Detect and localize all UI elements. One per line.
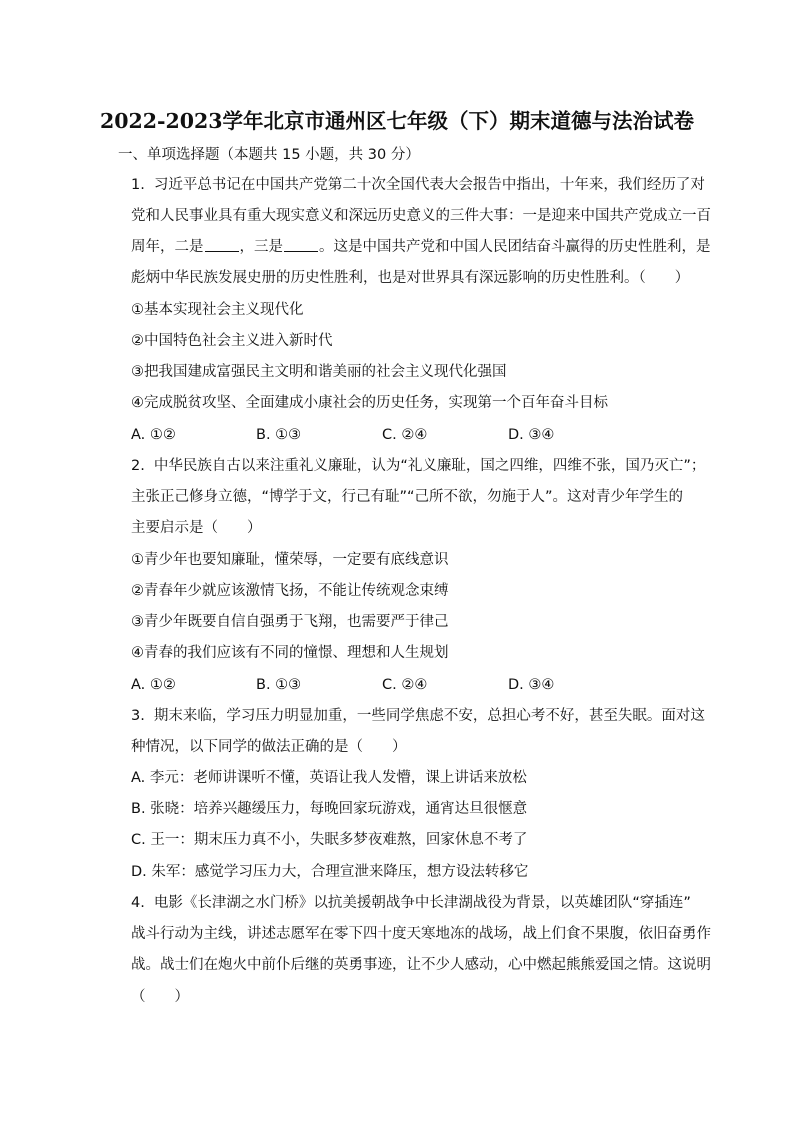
question-1-line-2: 党和人民事业具有重大现实意义和深远历史意义的三件大事：一是迎来中国共产党成立一百 [131, 208, 711, 224]
question-1-option-b: B. ①③ [256, 427, 302, 443]
question-2-line-1: 2. 中华民族自古以来注重礼义廉耻，认为“礼义廉耻，国之四维，四维不张，国乃灭亡”； [131, 458, 706, 474]
page-title: 2022-2023学年北京市通州区七年级（下）期末道德与法治试卷 [99, 109, 695, 133]
question-2-option-b: B. ①③ [256, 677, 302, 693]
question-2-line-3: 主要启示是（ ） [131, 520, 262, 536]
question-1-statement-2: ②中国特色社会主义进入新时代 [131, 333, 333, 349]
question-2-option-c: C. ②④ [382, 677, 428, 693]
question-4-line-3: 战。战士们在炮火中前仆后继的英勇事迹，让不少人感动，心中燃起熊熊爱国之情。这说明 [131, 957, 711, 973]
question-3-line-1: 3. 期末来临，学习压力明显加重，一些同学焦虑不安，总担心考不好，甚至失眠。面对这 [131, 708, 705, 724]
question-1-option-a: A. ①② [131, 427, 176, 443]
question-4-line-1: 4. 电影《长津湖之水门桥》以抗美援朝战争中长津湖战役为背景，以英雄团队“穿插连” [131, 895, 691, 911]
question-3-option-d: D. 朱军：感觉学习压力大，合理宣泄来降压，想方设法转移它 [131, 864, 529, 880]
question-1-line-1: 1. 习近平总书记在中国共产党第二十次全国代表大会报告中指出，十年来，我们经历了对 [131, 177, 705, 193]
question-3-option-a: A. 李元：老师讲课听不懂，英语让我人发懵，课上讲话来放松 [131, 770, 527, 786]
question-1-line-3: 周年，二是 ，三是 。这是中国共产党和中国人民团结奋斗赢得的历史性胜利，是 [131, 239, 711, 255]
question-number: 3. [131, 708, 145, 724]
question-number: 1. [131, 177, 145, 193]
section-heading: 一、单项选择题（本题共 15 小题，共 30 分） [118, 147, 420, 163]
question-number: 4. [131, 895, 145, 911]
question-3-option-b: B. 张晓：培养兴趣缓压力，每晚回家玩游戏，通宵达旦很惬意 [131, 801, 528, 817]
question-2-option-a: A. ①② [131, 677, 176, 693]
question-3-option-c: C. 王一：期末压力真不小，失眠多梦夜难熬，回家休息不考了 [131, 832, 528, 848]
question-number: 2. [131, 458, 145, 474]
question-2-statement-1: ①青少年也要知廉耻，懂荣辱，一定要有底线意识 [131, 552, 449, 568]
answer-blank [284, 237, 318, 252]
question-1-statement-4: ④完成脱贫攻坚、全面建成小康社会的历史任务，实现第一个百年奋斗目标 [131, 395, 608, 411]
question-2-line-2: 主张正己修身立德，“博学于文，行己有耻”“己所不欲，勿施于人”。这对青少年学生的 [131, 489, 684, 505]
question-4-line-2: 战斗行动为主线，讲述志愿军在零下四十度天寒地冻的战场，战上们食不果腹，依旧奋勇作 [131, 926, 711, 942]
question-3-line-2: 种情况，以下同学的做法正确的是（ ） [131, 739, 407, 755]
question-1-line-4: 彪炳中华民族发展史册的历史性胜利，也是对世界具有深远影响的历史性胜利。（ ） [131, 270, 690, 286]
question-1-statement-1: ①基本实现社会主义现代化 [131, 302, 304, 318]
question-2-statement-4: ④青春的我们应该有不同的憧憬、理想和人生规划 [131, 645, 449, 661]
question-2-statement-3: ③青少年既要自信自强勇于飞翔，也需要严于律己 [131, 614, 449, 630]
question-1-option-d: D. ③④ [508, 427, 555, 443]
question-1-option-c: C. ②④ [382, 427, 428, 443]
answer-blank [205, 237, 239, 252]
question-4-line-4: （ ） [131, 989, 189, 1005]
question-2-statement-2: ②青春年少就应该激情飞扬，不能让传统观念束缚 [131, 583, 449, 599]
question-2-option-d: D. ③④ [508, 677, 555, 693]
question-1-statement-3: ③把我国建成富强民主文明和谐美丽的社会主义现代化强国 [131, 364, 507, 380]
